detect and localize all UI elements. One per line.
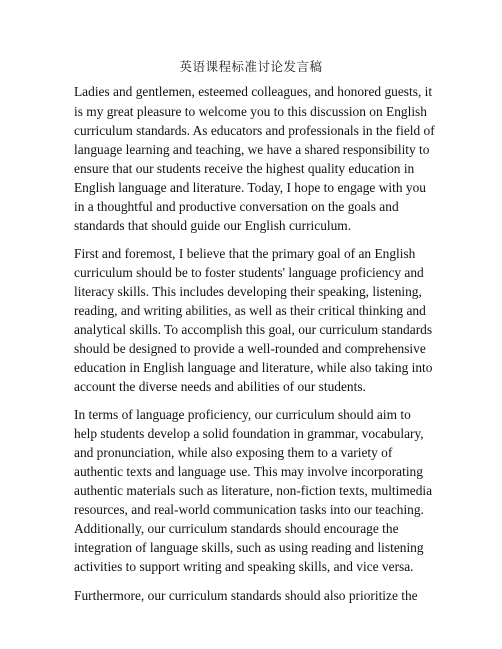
paragraph-3-line-2: help students develop a solid foundation in grammar, vocabulary, [74,426,424,441]
paragraph-1-line-3: curriculum standards. As educators and professionals in the field of [74,123,435,138]
paragraph-2-line-3: literacy skills. This includes developing their speaking, listening, [74,284,422,299]
paragraph-1-line-7: in a thoughtful and productive conversation on the goals and [74,199,399,214]
paragraph-3-line-4: authentic texts and language use. This may involve incorporating [74,464,423,479]
paragraph-1-line-1: Ladies and gentlemen, esteemed colleagues, and honored guests, it [74,84,433,99]
paragraph-2-line-2: curriculum should be to foster students' language proficiency and [74,265,424,280]
paragraph-2-line-1: First and foremost, I believe that the primary goal of an English [74,246,416,261]
paragraph-1-line-2: is my great pleasure to welcome you to this discussion on English [74,104,427,119]
paragraph-3-line-7: Additionally, our curriculum standards should encourage the [74,521,399,536]
paragraph-2-line-4: reading, and writing abilities, as well as their critical thinking and [74,303,426,318]
paragraph-3-line-8: integration of language skills, such as using reading and listening [74,540,424,555]
document-title: 英语课程标准讨论发言稿 [179,59,323,74]
paragraph-2-line-5: analytical skills. To accomplish this goal, our curriculum standards [74,322,433,337]
paragraph-2-line-8: account the diverse needs and abilities of our students. [74,379,366,394]
paragraph-3-line-3: and pronunciation, while also exposing them to a variety of [74,445,393,460]
paragraph-4-line-1: Furthermore, our curriculum standards should also prioritize the [74,588,418,603]
paragraph-1-line-8: standards that should guide our English curriculum. [74,218,352,233]
paragraph-3-line-9: activities to support writing and speaking skills, and vice versa. [74,559,414,574]
paragraph-3-line-1: In terms of language proficiency, our curriculum should aim to [74,407,411,422]
paragraph-3-line-5: authentic materials such as literature, non-fiction texts, multimedia [74,483,433,498]
paragraph-3-line-6: resources, and real-world communication tasks into our teaching. [74,502,424,517]
paragraph-2-line-7: education in English language and literature, while also taking into [74,360,433,375]
paragraph-1-line-5: ensure that our students receive the highest quality education in [74,161,415,176]
paragraph-1-line-6: English language and literature. Today, I hope to engage with you [74,180,426,195]
paragraph-1-line-4: language learning and teaching, we have a shared responsibility to [74,142,430,157]
paragraph-2-line-6: should be designed to provide a well-rounded and comprehensive [74,341,426,356]
